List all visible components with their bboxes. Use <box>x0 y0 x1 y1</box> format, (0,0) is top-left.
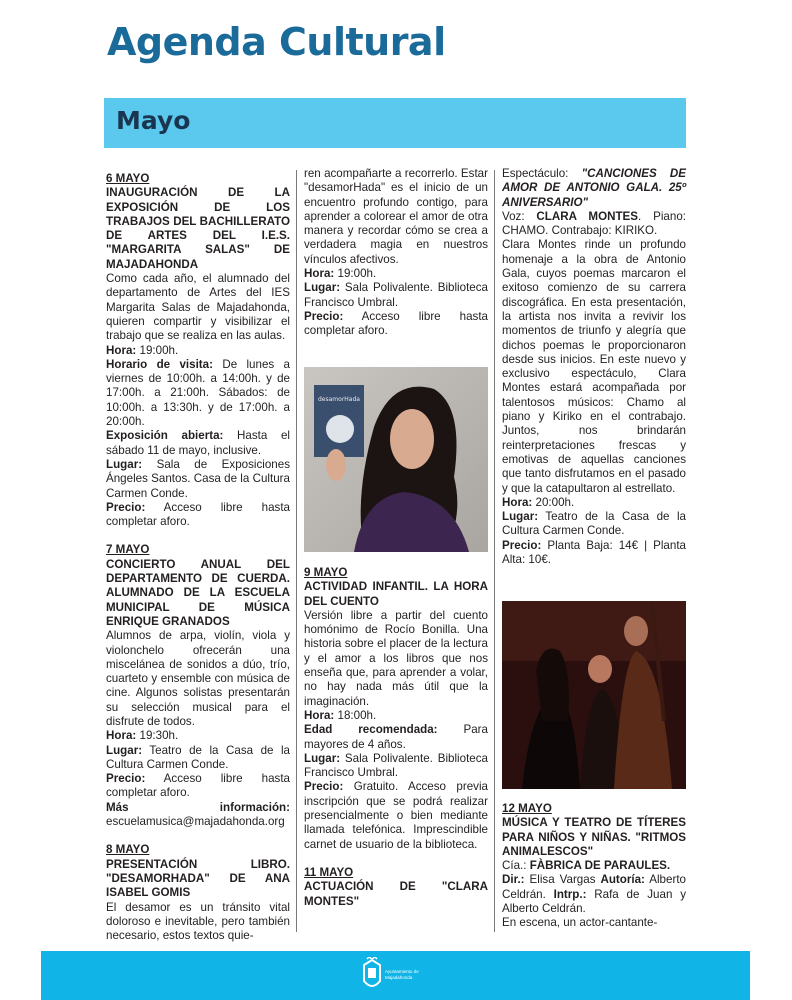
detail-label: Lugar: <box>106 743 143 757</box>
event-description: En escena, un actor-cantante- <box>502 916 658 930</box>
detail-label: Hora: <box>502 495 533 509</box>
event-description: Versión libre a partir del cuento homónimo de Rocío Bonilla. Una historia sobre el placer de la lectura y el amor a los libros que nos enseña que, para aprender a volar, no hay nada más útil que la imaginación. <box>304 608 488 708</box>
event-detail <box>106 344 290 358</box>
detail-text: Alberto Celdrán. <box>502 873 686 901</box>
event-detail <box>106 801 290 830</box>
event-detail <box>106 358 290 429</box>
month-label: Mayo <box>116 106 191 135</box>
detail-label: Hora: <box>106 729 137 743</box>
book-cover-text: desamorHada <box>318 396 360 403</box>
detail-label: Lugar: <box>304 751 341 765</box>
detail-value: Teatro de la Casa de la Cultura Carmen Conde. <box>502 510 686 538</box>
event-detail <box>502 539 686 568</box>
detail-label: Precio: <box>502 538 542 552</box>
detail-text: Autoría: <box>600 873 645 887</box>
column-2-bottom <box>304 566 488 909</box>
detail-value: Para mayores de 4 años. <box>304 723 488 751</box>
event-title: ACTUACIÓN DE "CLARA MONTES" <box>304 880 488 908</box>
detail-text: Dir.: <box>502 873 525 887</box>
event-detail <box>106 458 290 501</box>
city-logo <box>361 957 441 995</box>
detail-label: Lugar: <box>502 510 539 524</box>
detail-value: Teatro de la Casa de la Cultura Carmen Conde. <box>106 743 290 771</box>
event-detail <box>304 281 488 310</box>
event-description: ren acompañarte a recorrerlo. Estar "desamorHada" es el inicio de un encuentro profundo contigo, para aprender a colorear el amor de otra manera y recordar cómo se crea a verdadera magia en nuestros vínculos afectivos. <box>304 167 488 266</box>
detail-label: Hora: <box>304 708 335 722</box>
detail-value: Acceso libre hasta completar aforo. <box>304 309 488 338</box>
detail-text: Espectáculo: <box>502 167 582 180</box>
detail-value: Hasta el sábado 11 de mayo, inclusive. <box>106 429 290 457</box>
event-title: PRESENTACIÓN LIBRO. "DESAMORHADA" DE ANA ISABEL GOMIS <box>106 857 290 900</box>
event-detail <box>304 267 488 281</box>
detail-value: Sala de Exposiciones Ángeles Santos. Casa de la Cultura Carmen Conde. <box>106 457 290 500</box>
event-description: El desamor es un tránsito vital doloroso e inevitable, pero también necesario, estos textos quie- <box>106 900 290 943</box>
column-3-bottom <box>502 802 686 931</box>
detail-text: "CANCIONES DE AMOR DE ANTONIO GALA. 25º ANIVERSARIO" <box>502 167 686 209</box>
detail-value: Sala Polivalente. Biblioteca Francisco Umbral. <box>304 281 488 309</box>
event-description: Como cada año, el alumnado del departamento de Artes del IES Margarita Salas de Majadahonda, quieren compartir y visibilizar el trabajo que se realiza en las aulas. <box>106 272 290 343</box>
detail-label: Precio: <box>304 309 344 323</box>
detail-text: Rafa de Juan y Alberto Celdrán. <box>502 887 686 916</box>
footer-bar <box>41 951 750 1000</box>
detail-label: Edad recomendada: <box>304 723 438 737</box>
event-detail <box>304 752 488 781</box>
event-detail <box>502 210 686 239</box>
event-detail <box>304 709 488 723</box>
event-detail <box>502 873 686 916</box>
event-detail <box>106 744 290 773</box>
event-date: 8 MAYO <box>106 843 150 857</box>
event-detail <box>304 310 488 339</box>
event-date: 6 MAYO <box>106 172 150 185</box>
detail-value: 19:00h. <box>334 267 377 281</box>
detail-text: Intrp.: <box>553 887 587 901</box>
logo-text: Ayuntamiento de Majadahonda <box>385 969 419 980</box>
detail-value: 18:00h. <box>334 708 377 722</box>
detail-label: Lugar: <box>304 281 341 295</box>
event-detail <box>502 859 686 873</box>
detail-text: CLARA MONTES <box>536 209 639 223</box>
event-date: 7 MAYO <box>106 543 150 557</box>
woman-with-book-photo <box>304 367 488 552</box>
event-detail <box>106 729 290 743</box>
event-detail <box>106 772 290 801</box>
detail-text: Elisa Vargas <box>524 873 601 887</box>
event-title: ACTIVIDAD INFANTIL. LA HORA DEL CUENTO <box>304 580 488 608</box>
detail-label: Hora: <box>106 343 137 357</box>
event-detail <box>502 167 686 210</box>
detail-label: Precio: <box>106 772 146 786</box>
detail-value: 20:00h. <box>532 495 575 509</box>
detail-value: escuelamusica@majadahonda.org <box>106 815 285 829</box>
event-date: 11 MAYO <box>304 865 354 879</box>
event-detail <box>304 723 488 752</box>
detail-label: Precio: <box>106 500 146 514</box>
detail-label: Más información: <box>106 800 290 814</box>
detail-text: FÀBRICA DE PARAULES. <box>529 859 671 873</box>
column-divider <box>494 170 495 932</box>
detail-label: Lugar: <box>106 457 143 471</box>
detail-label: Horario de visita: <box>106 357 213 371</box>
event-detail <box>502 510 686 539</box>
event-date: 9 MAYO <box>304 566 348 579</box>
detail-label: Precio: <box>304 780 344 794</box>
detail-value: Planta Baja: 14€ | Planta Alta: 10€. <box>502 538 686 567</box>
detail-value: De lunes a viernes de 10:00h. a 14:00h. y de 17:00h. a 21:00h. Sábados: de 10:00h. a 13:30h. y de 17:00h. a 20:00h. <box>106 357 290 429</box>
musicians-photo <box>502 601 686 789</box>
detail-label: Hora: <box>304 267 335 281</box>
month-header <box>104 98 686 148</box>
column-3-top <box>502 167 686 567</box>
event-detail <box>304 780 488 851</box>
detail-value: Acceso libre hasta completar aforo. <box>106 500 290 529</box>
event-detail <box>502 496 686 510</box>
page-title: Agenda Cultural <box>107 20 446 64</box>
detail-value: Sala Polivalente. Biblioteca Francisco Umbral. <box>304 751 488 780</box>
event-title: INAUGURACIÓN DE LA EXPOSICIÓN DE LOS TRABAJOS DEL BACHILLERATO DE ARTES DEL I.E.S. "MARGARITA SALAS" DE MAJADAHONDA <box>106 186 290 271</box>
event-detail <box>106 501 290 530</box>
event-description: Alumnos de arpa, violín, viola y violonchelo ofrecerán una miscelánea de sonidos a dúo, trío, cuarteto y ensemble con música de cine. Algunos solistas presentarán su selección musical para el disfrute de todos. <box>106 629 290 728</box>
event-title: CONCIERTO ANUAL DEL DEPARTAMENTO DE CUERDA. ALUMNADO DE LA ESCUELA MUNICIPAL DE MÚSICA ENRIQUE GRANADOS <box>106 557 290 628</box>
detail-label: Exposición abierta: <box>106 429 224 443</box>
event-title: MÚSICA Y TEATRO DE TÍTERES PARA NIÑOS Y NIÑAS. "RITMOS ANIMALESCOS" <box>502 816 686 858</box>
detail-text: . Piano: CHAMO. Contrabajo: KIRIKO. <box>502 209 686 238</box>
column-2-top <box>304 167 488 339</box>
detail-text: Voz: <box>502 209 537 223</box>
event-date: 12 MAYO <box>502 802 552 815</box>
detail-value: 19:00h. <box>136 343 179 357</box>
event-description: Clara Montes rinde un profundo homenaje a la obra de Antonio Gala, cuyos poemas marcaron el exitoso comienzo de su carrera discográfica. En esta presentación, la artista nos invita a revivir los momentos de triunfo y alegría que dichos poemas le proporcionaron desde sus inicios. En este nuevo y exclusivo espectáculo, Clara Montes estará acompañada por talentosos músicos: Chamo al piano y Kiriko en el contrabajo. Juntos, nos brindarán reinterpretaciones frescas y emotivas de aquellas canciones que tanto disfrutamos en el pasado y que la catapultaron al estrellato. <box>502 238 686 495</box>
column-1 <box>106 172 290 943</box>
detail-value: 19:30h. <box>136 729 179 743</box>
coat-of-arms-icon <box>361 957 383 995</box>
detail-value: Acceso libre hasta completar aforo. <box>106 772 290 800</box>
detail-text: Cía.: <box>502 859 530 873</box>
detail-value: Gratuito. Acceso previa inscripción que se podrá realizar presencialmente o bien mediante llamada telefónica. Imprescindible carnet de usuario de la biblioteca. <box>304 780 488 851</box>
event-detail <box>106 429 290 458</box>
column-divider <box>296 170 297 932</box>
